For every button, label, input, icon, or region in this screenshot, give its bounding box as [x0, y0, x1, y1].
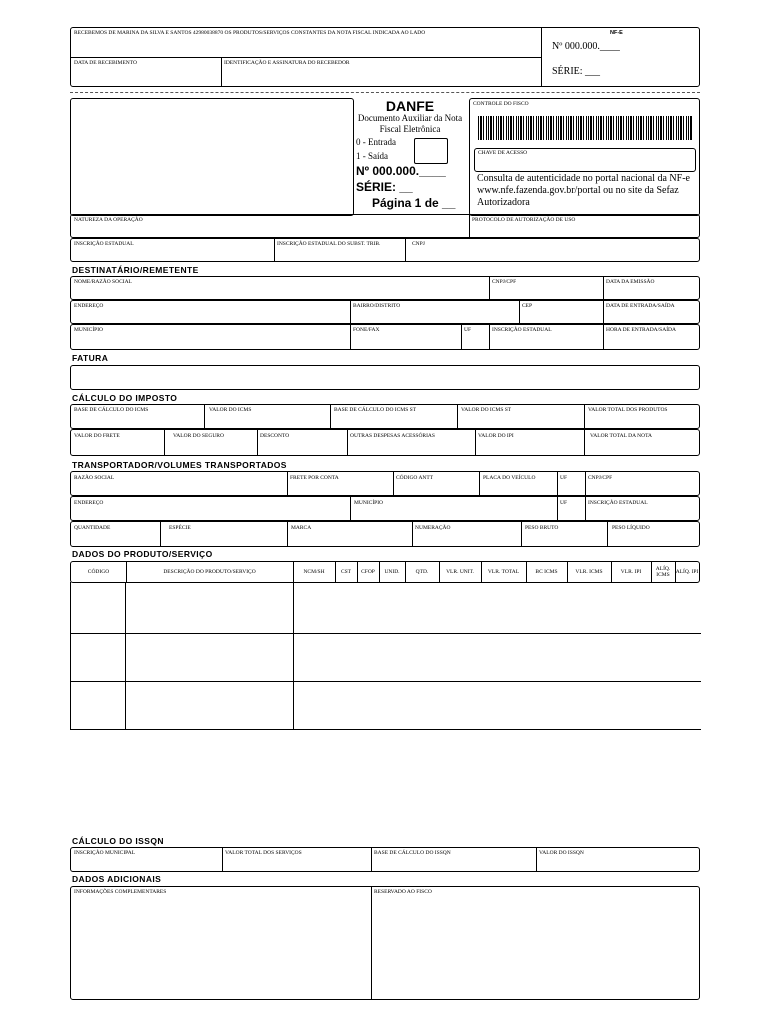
- nature-operation-row: [70, 214, 700, 238]
- reserved-fisco-label: RESERVADO AO FISCO: [374, 889, 432, 895]
- danfe-title: DANFE: [385, 98, 435, 114]
- insurance-value-label: VALOR DO SEGURO: [173, 433, 224, 439]
- consult-text: Consulta de autenticidade no portal nacional da NF-e www.nfe.fazenda.gov.br/portal ou no site da Sefaz Autorizadora: [477, 173, 690, 208]
- danfe-page: Página 1 de __: [372, 196, 456, 210]
- issuer-registration-row: [70, 238, 700, 262]
- recipient-phone-label: FONE/FAX: [353, 327, 380, 333]
- net-weight-label: PESO LÍQUIDO: [612, 525, 650, 531]
- transport-section-title: TRANSPORTADOR/VOLUMES TRANSPORTADOS: [72, 460, 287, 470]
- entry-time-label: HORA DE ENTRADA/SAÍDA: [606, 327, 676, 333]
- entry-date-label: DATA DE ENTRADA/SAÍDA: [606, 303, 675, 309]
- issuer-box: [70, 98, 354, 216]
- col-bc-icms: BC ICMS: [535, 569, 558, 575]
- carrier-name-label: RAZÃO SOCIAL: [74, 475, 115, 481]
- recipient-district-label: BAIRRO/DISTRITO: [353, 303, 401, 309]
- icms-base-label: BASE DE CÁLCULO DO ICMS: [74, 407, 149, 413]
- recipient-name-label: NOME/RAZÃO SOCIAL: [74, 279, 132, 285]
- issqn-base-label: BASE DE CÁLCULO DO ISSQN: [374, 850, 451, 856]
- col-code: CÓDIGO: [87, 569, 110, 575]
- products-section-title: DADOS DO PRODUTO/SERVIÇO: [72, 549, 213, 559]
- vehicle-uf-label: UF: [560, 475, 568, 481]
- product-row-divider: [71, 681, 701, 682]
- tax-row-2: [70, 429, 700, 456]
- receipt-stub: [70, 27, 700, 87]
- fiscal-control-label: CONTROLE DO FISCO: [473, 101, 529, 107]
- col-cfop: CFOP: [361, 569, 375, 575]
- col-unit-value: VLR. UNIT.: [446, 569, 474, 575]
- operation-type-box[interactable]: [414, 138, 448, 164]
- nfe-label: NF-E: [610, 30, 623, 36]
- col-ipi-value: VLR. IPI: [620, 569, 642, 575]
- danfe-block: [352, 98, 468, 216]
- col-icms-rate: ALÍQ. ICMS: [655, 566, 671, 578]
- danfe-series: SÉRIE: __: [356, 180, 413, 194]
- tax-row-1: [70, 404, 700, 429]
- receipt-number: Nº 000.000.____: [552, 41, 620, 52]
- carrier-address-label: ENDEREÇO: [74, 500, 104, 506]
- products-total-label: VALOR TOTAL DOS PRODUTOS: [588, 407, 668, 413]
- recipient-row-3: [70, 324, 700, 350]
- volume-species-label: ESPÉCIE: [169, 525, 191, 531]
- invoice-section-title: FATURA: [72, 353, 109, 363]
- icms-value-label: VALOR DO ICMS: [209, 407, 252, 413]
- issue-date-label: DATA DA EMISSÃO: [606, 279, 655, 285]
- discount-label: DESCONTO: [260, 433, 290, 439]
- recipient-city-label: MUNICÍPIO: [74, 327, 104, 333]
- col-unit: UNID.: [384, 569, 400, 575]
- product-row-divider: [71, 729, 701, 730]
- transport-row-1: [70, 471, 700, 496]
- issqn-value-label: VALOR DO ISSQN: [539, 850, 584, 856]
- volume-numbering-label: NUMERAÇÃO: [415, 525, 451, 531]
- protocol-label: PROTOCOLO DE AUTORIZAÇÃO DE USO: [472, 217, 576, 223]
- receipt-statement: RECEBEMOS DE MARINA DA SILVA E SANTOS 42980038870 OS PRODUTOS/SERVIÇOS CONSTANTES DA NOTA FISCAL INDICADA AO LADO: [74, 30, 426, 36]
- receipt-date-label: DATA DE RECEBIMENTO: [74, 60, 138, 66]
- product-row-divider: [71, 633, 701, 634]
- gross-weight-label: PESO BRUTO: [525, 525, 559, 531]
- transport-row-3: [70, 521, 700, 547]
- issuer-cnpj-label: CNPJ: [412, 241, 425, 247]
- complementary-info-label: INFORMAÇÕES COMPLEMENTARES: [74, 889, 167, 895]
- carrier-cnpj-label: CNPJ/CPF: [588, 475, 613, 481]
- cut-line: [70, 92, 700, 93]
- additional-box: [70, 886, 700, 1000]
- recipient-uf-label: UF: [464, 327, 472, 333]
- invoice-box: [70, 365, 700, 390]
- tax-section-title: CÁLCULO DO IMPOSTO: [72, 393, 178, 403]
- issqn-row: [70, 847, 700, 872]
- recipient-row-2: [70, 300, 700, 324]
- receipt-series: SÉRIE: ___: [552, 66, 601, 77]
- icms-st-base-label: BASE DE CÁLCULO DO ICMS ST: [334, 407, 417, 413]
- exit-option: 1 - Saída: [356, 151, 388, 161]
- nature-operation-label: NATUREZA DA OPERAÇÃO: [74, 217, 143, 223]
- recipient-row-1: [70, 276, 700, 300]
- danfe-subtitle: Documento Auxiliar da Nota Fiscal Eletrônica: [357, 113, 463, 134]
- recipient-state-reg-label: INSCRIÇÃO ESTADUAL: [492, 327, 552, 333]
- col-description: DESCRIÇÃO DO PRODUTO/SERVIÇO: [163, 569, 256, 575]
- access-key-box[interactable]: [474, 148, 696, 172]
- municipal-reg-label: INSCRIÇÃO MUNICIPAL: [74, 850, 136, 856]
- transport-row-2: [70, 496, 700, 521]
- recipient-section-title: DESTINATÁRIO/REMETENTE: [72, 265, 199, 275]
- products-body: [70, 582, 701, 730]
- other-expenses-label: OUTRAS DESPESAS ACESSÓRIAS: [350, 433, 435, 439]
- danfe-number: Nº 000.000.____: [356, 164, 446, 178]
- volume-brand-label: MARCA: [291, 525, 312, 531]
- products-header: [70, 561, 700, 583]
- product-col-divider: [293, 582, 294, 730]
- issuer-state-reg-sub-label: INSCRIÇÃO ESTADUAL DO SUBST. TRIB.: [277, 241, 381, 247]
- col-qty: QTD.: [415, 569, 429, 575]
- carrier-state-reg-label: INSCRIÇÃO ESTADUAL: [588, 500, 648, 506]
- receiver-signature-label: IDENTIFICAÇÃO E ASSINATURA DO RECEBEDOR: [224, 60, 350, 66]
- barcode: [478, 116, 692, 140]
- ipi-value-label: VALOR DO IPI: [478, 433, 514, 439]
- recipient-address-label: ENDEREÇO: [74, 303, 104, 309]
- freight-by-label: FRETE POR CONTA: [290, 475, 339, 481]
- recipient-zip-label: CEP: [522, 303, 533, 309]
- issuer-state-reg-label: INSCRIÇÃO ESTADUAL: [74, 241, 134, 247]
- recipient-cnpj-label: CNPJ/CPF: [492, 279, 517, 285]
- services-total-label: VALOR TOTAL DOS SERVIÇOS: [225, 850, 302, 856]
- invoice-total-label: VALOR TOTAL DA NOTA: [590, 433, 653, 439]
- col-icms-value: VLR. ICMS: [575, 569, 603, 575]
- col-ipi-rate: ALÍQ. IPI: [675, 569, 699, 575]
- icms-st-value-label: VALOR DO ICMS ST: [461, 407, 512, 413]
- col-cst: CST: [340, 569, 352, 575]
- col-total-value: VLR. TOTAL: [487, 569, 520, 575]
- volume-quantity-label: QUANTIDADE: [74, 525, 111, 531]
- carrier-city-label: MUNICÍPIO: [354, 500, 384, 506]
- additional-section-title: DADOS ADICIONAIS: [72, 874, 162, 884]
- access-key-label: CHAVE DE ACESSO: [478, 150, 528, 156]
- vehicle-plate-label: PLACA DO VEÍCULO: [483, 475, 536, 481]
- antt-code-label: CÓDIGO ANTT: [396, 475, 434, 481]
- product-col-divider: [125, 582, 126, 730]
- freight-value-label: VALOR DO FRETE: [74, 433, 120, 439]
- carrier-uf-label: UF: [560, 500, 568, 506]
- col-ncm: NCM/SH: [303, 569, 325, 575]
- entry-option: 0 - Entrada: [356, 137, 396, 147]
- issqn-section-title: CÁLCULO DO ISSQN: [72, 836, 164, 846]
